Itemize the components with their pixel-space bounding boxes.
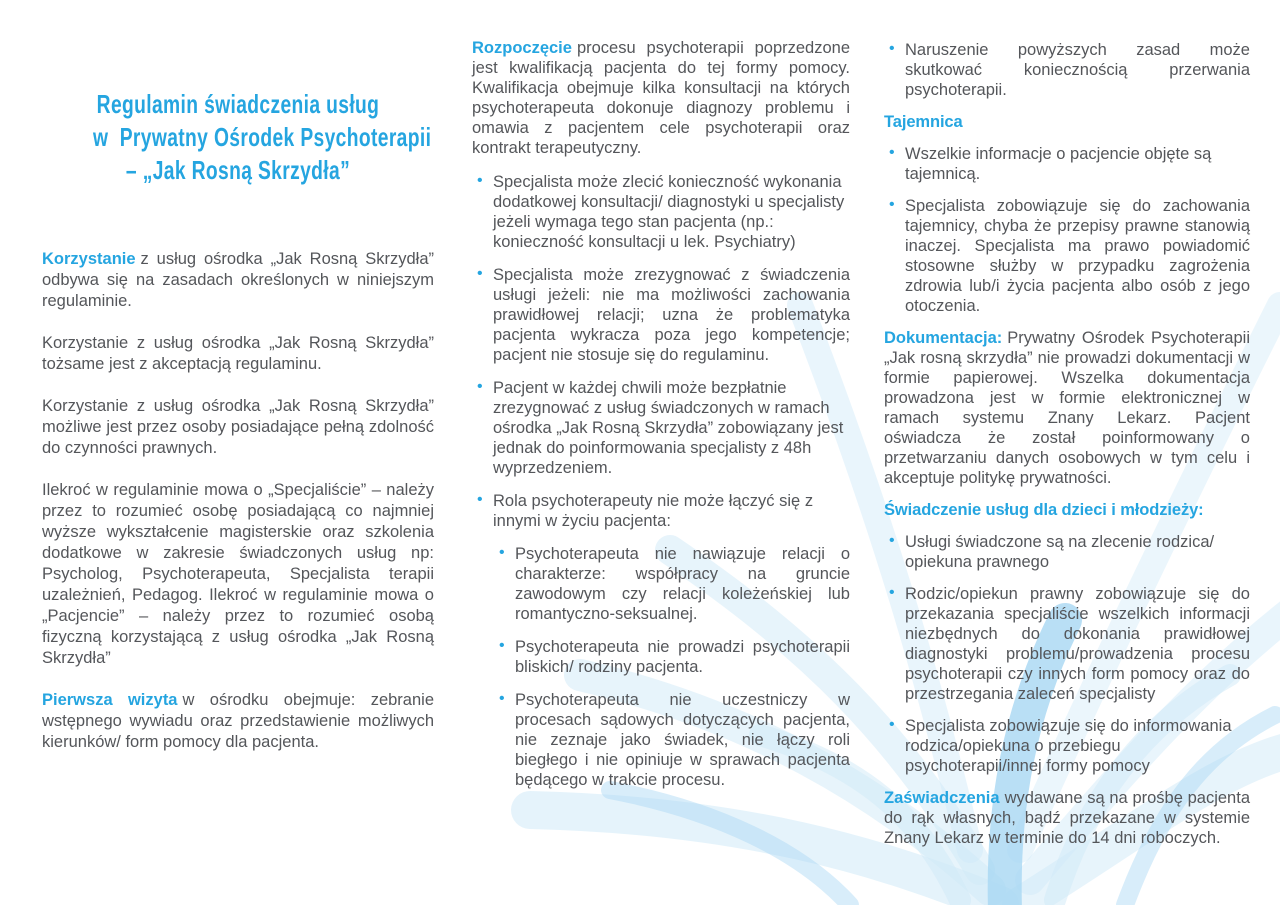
paragraph <box>42 480 434 669</box>
bullet-text: Naruszenie powyższych zasad może skutkować koniecznością przerwania psychoterapii. <box>905 41 1250 99</box>
paragraph-lead: Korzystanie <box>42 250 136 268</box>
paragraph <box>42 690 434 753</box>
bullet-item <box>494 637 850 677</box>
bullet-item <box>494 544 850 624</box>
paragraph <box>42 333 434 375</box>
paragraph-text: w ośrodku obejmuje: zebranie wstępnego wywiadu oraz przedstawienie możliwych kierunków/ form pomocy dla pacjenta. <box>42 691 434 751</box>
bullet-text: Specjalista może zrezygnować z świadczenia usługi jeżeli: nie ma możliwości zachowania prawidłowej relacji; uzna że problematyka pacjenta wykracza poza jego kompetencje; pacjent nie stosuje się do regulaminu. <box>493 266 850 364</box>
bullet-item <box>472 378 850 478</box>
middle-column-bullets <box>472 172 850 790</box>
bullet-item <box>494 690 850 790</box>
bullet-item <box>884 716 1250 776</box>
page-title-line: – „Jak Rosną Skrzydła” <box>125 155 351 185</box>
bullet-item <box>884 532 1250 572</box>
bullet-text: Psychoterapeuta nie uczestniczy w procesach sądowych dotyczących pacjenta, nie zeznaje jako świadek, nie łączy roli biegłego i nie opiniuje w sprawach pacjenta będącego w trakcie procesu. <box>515 691 850 789</box>
paragraph <box>884 328 1250 488</box>
paragraph <box>42 249 434 312</box>
paragraph-text: Korzystanie z usług ośrodka „Jak Rosną Skrzydła” tożsame jest z akceptacją regulaminu. <box>42 334 434 373</box>
bullet-item <box>472 265 850 365</box>
paragraph <box>42 396 434 459</box>
page-title-line: Regulamin świadczenia usług <box>96 89 380 119</box>
paragraph-lead: Dokumentacja: <box>884 329 1003 347</box>
bullet-text: Wszelkie informacje o pacjencie objęte są tajemnicą. <box>905 145 1212 183</box>
page-title-line: w Prywatny Ośrodek Psychoterapii <box>92 122 432 152</box>
bullet-item <box>472 172 850 252</box>
paragraph-text: procesu psychoterapii poprzedzone jest kwalifikacją pacjenta do tej formy pomocy. Kwalifikacja obejmuje kilka konsultacji na których psychoterapeuta dokonuje diagnozy problemu i omawia z pacjentem cele psychoterapii oraz kontrakt terapeutyczny. <box>472 39 850 157</box>
bullet-text: Specjalista zobowiązuje się do zachowania tajemnicy, chyba że przepisy prawne stanowią inaczej. Specjalista ma prawo powiadomić stosowne służby w przypadku zagrożenia zdrowia lub/i życia pacjenta albo osób z jego otoczenia. <box>905 197 1250 315</box>
bullet-text: Usługi świadczone są na zlecenie rodzica/ opiekuna prawnego <box>905 533 1215 571</box>
page-title <box>42 88 434 187</box>
bullet-text: Pacjent w każdej chwili może bezpłatnie zrezygnować z usług świadczonych w ramach ośrodka „Jak Rosną Skrzydła” zobowiązany jest jednak do poinformowania specjalisty z 48h wyprzedzeniem. <box>493 379 844 477</box>
bullet-text: Specjalista może zlecić konieczność wykonania dodatkowej konsultacji/ diagnostyki u specjalisty jeżeli wymaga tego stan pacjenta (np.: konieczność konsultacji u lek. Psychiatry) <box>493 173 845 251</box>
paragraph-text: Prywatny Ośrodek Psychoterapii „Jak rosną skrzydła” nie prowadzi dokumentacji w formie papierowej. Wszelka dokumentacja prowadzona jest w formie elektronicznej w ramach systemu Znany Lekarz. Pacjent oświadcza że został poinformowany o przetwarzaniu danych osobowych w tym celu i akceptuje politykę prywatności. <box>884 329 1250 487</box>
bullet-text: Psychoterapeuta nie prowadzi psychoterapii bliskich/ rodziny pacjenta. <box>515 638 850 676</box>
bullet-text: Rola psychoterapeuty nie może łączyć się z innymi w życiu pacjenta: <box>493 492 814 530</box>
left-column-paragraphs <box>42 249 434 753</box>
paragraph-lead: Zaświadczenia <box>884 789 1000 807</box>
section-heading: Tajemnica <box>884 113 963 131</box>
paragraph-lead: Rozpoczęcie <box>472 39 572 57</box>
bullet-text: Rodzic/opiekun prawny zobowiązuje się do przekazania specjaliście wszelkich informacji niezbędnych do dokonania prawidłowej diagnostyki problemu/prowadzenia procesu psychoterapii czy innych form pomocy oraz do przestrzegania zaleceń specjalisty <box>905 585 1250 703</box>
bullet-item <box>884 196 1250 316</box>
paragraph <box>884 788 1250 848</box>
left-column <box>42 0 434 774</box>
paragraph-text: Korzystanie z usług ośrodka „Jak Rosną Skrzydła” możliwe jest przez osoby posiadające pełną zdolność do czynności prawnych. <box>42 397 434 457</box>
section-heading: Świadczenie usług dla dzieci i młodzieży: <box>884 501 1204 519</box>
bullet-item <box>884 584 1250 704</box>
paragraph <box>472 38 850 158</box>
bullet-item <box>472 491 850 531</box>
bullet-text: Specjalista zobowiązuje się do informowania rodzica/opiekuna o przebiegu psychoterapii/innej formy pomocy <box>905 717 1232 775</box>
paragraph-text: z usług ośrodka „Jak Rosną Skrzydła” odbywa się na zasadach określonych w niniejszym regulaminie. <box>42 250 434 310</box>
right-column <box>884 0 1250 860</box>
middle-column <box>472 0 850 803</box>
bullet-item <box>884 144 1250 184</box>
bullet-item <box>884 40 1250 100</box>
paragraph-text: wydawane są na prośbę pacjenta do rąk własnych, bądź przekazane w systemie Znany Lekarz w terminie do 14 dni roboczych. <box>884 789 1250 847</box>
bullet-text: Psychoterapeuta nie nawiązuje relacji o charakterze: współpracy na gruncie zawodowym czy relacji koleżeńskiej lub romantyczno-seksualnej. <box>515 545 850 623</box>
paragraph-lead: Pierwsza wizyta <box>42 691 178 709</box>
paragraph-text: Ilekroć w regulaminie mowa o „Specjaliście” – należy przez to rozumieć osobę posiadającą co najmniej wyższe wykształcenie magisterskie oraz szkolenia dodatkowe w zakresie świadczonych usług np: Psycholog, Psychoterapeuta, Specjalista terapii uzależnień, Pedagog. Ilekroć w regulaminie mowa o „Pacjencie” – należy przez to rozumieć osobą fizyczną korzystającą z usług ośrodka „Jak Rosną Skrzydła” <box>42 481 434 667</box>
